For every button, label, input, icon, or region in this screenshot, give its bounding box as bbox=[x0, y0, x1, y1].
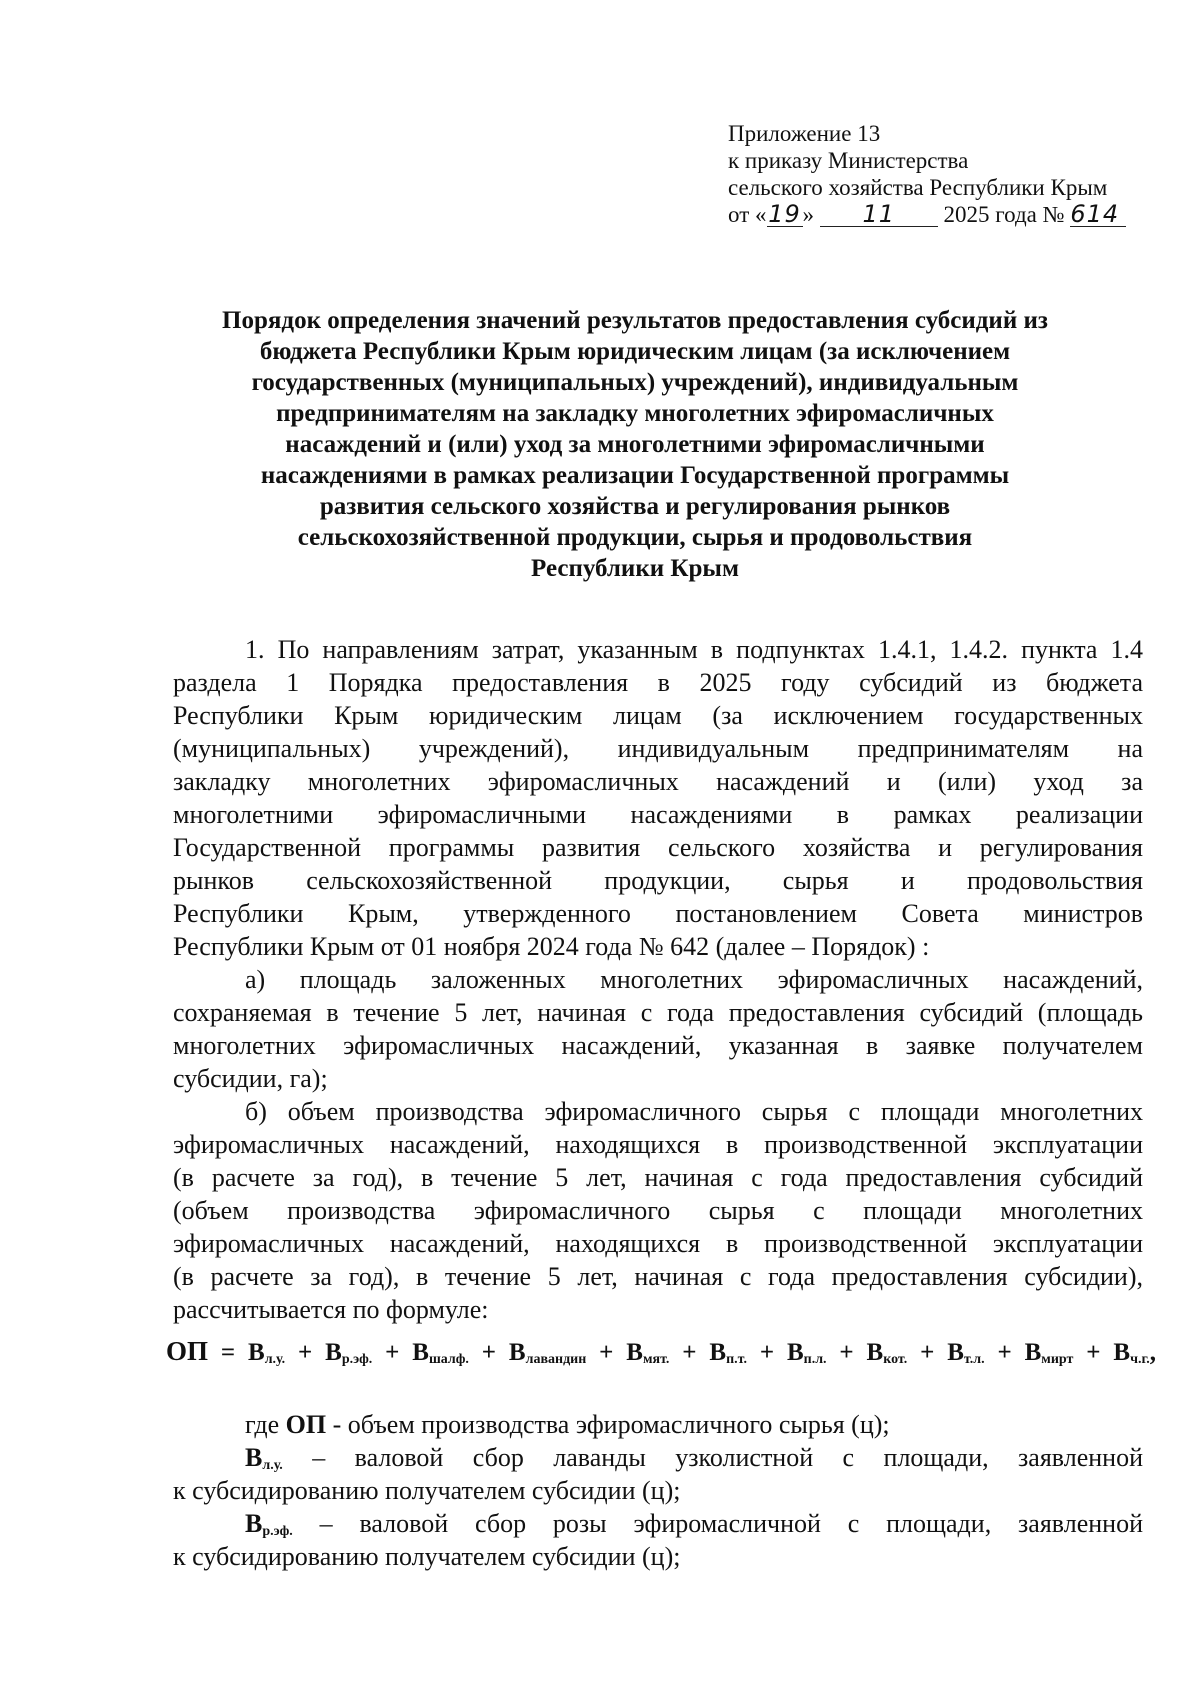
body-line: б) объем производства эфиромасличного сырья с площади многолетних bbox=[245, 1097, 1143, 1126]
body-line: сохраняемая в течение 5 лет, начиная с года предоставления субсидий (площадь bbox=[173, 998, 1143, 1027]
body-line: многолетними эфиромасличными насаждениями в рамках реализации bbox=[173, 800, 1143, 829]
date-month-field bbox=[820, 200, 938, 228]
date-year: 2025 года № bbox=[937, 202, 1071, 227]
formula-plus: + bbox=[586, 1339, 627, 1366]
body-line: рассчитывается по формуле: bbox=[173, 1295, 489, 1324]
definition-symbol: ОП bbox=[285, 1410, 327, 1439]
definition-prefix: где bbox=[245, 1410, 286, 1439]
title-line: насаждений и (или) уход за многолетними эфиромасличными bbox=[285, 431, 985, 458]
definition-var: В bbox=[245, 1443, 263, 1472]
body-line: раздела 1 Порядка предоставления в 2025 году субсидий из бюджета bbox=[173, 668, 1143, 697]
title-line: предпринимателям на закладку многолетних эфиромасличных bbox=[276, 400, 994, 427]
formula-plus: + bbox=[1073, 1339, 1114, 1366]
formula-plus: + bbox=[907, 1339, 948, 1366]
body-line: (в расчете за год), в течение 5 лет, начиная с года предоставления субсидии), bbox=[173, 1262, 1143, 1291]
formula-sub: ч.г. bbox=[1130, 1352, 1150, 1367]
body-line: (муниципальных) учреждений), индивидуальным предпринимателям на bbox=[173, 734, 1143, 763]
body-line: закладку многолетних эфиромасличных насаждений и (или) уход за bbox=[173, 767, 1143, 796]
body-line: эфиромасличных насаждений, находящихся в производственной эксплуатации bbox=[173, 1130, 1143, 1159]
formula-term bbox=[709, 1339, 747, 1366]
date-day-handwritten: 19 bbox=[768, 200, 801, 228]
formula-term bbox=[1025, 1339, 1074, 1366]
definition-ref-cont: к субсидированию получателем субсидии (ц); bbox=[173, 1542, 681, 1571]
formula-sub: р.эф. bbox=[341, 1352, 373, 1367]
appendix-date-line bbox=[728, 201, 1148, 228]
date-month-handwritten: 11 bbox=[862, 200, 896, 228]
formula-var: В bbox=[626, 1339, 643, 1366]
body-line: рынков сельскохозяйственной продукции, сырья и продовольствия bbox=[173, 866, 1143, 895]
formula-sub: т.л. bbox=[963, 1352, 985, 1367]
formula-var: В bbox=[508, 1339, 526, 1366]
formula-sub: л.у. bbox=[264, 1352, 286, 1367]
formula-plus: + bbox=[285, 1339, 326, 1366]
formula-var: В bbox=[866, 1339, 884, 1366]
formula-var: В bbox=[412, 1339, 429, 1366]
formula-sub: шалф. bbox=[428, 1352, 469, 1367]
formula-sub: мят. bbox=[642, 1352, 670, 1367]
body-line: эфиромасличных насаждений, находящихся в производственной эксплуатации bbox=[173, 1229, 1143, 1258]
appendix-ministry: сельского хозяйства Республики Крым bbox=[728, 175, 1108, 200]
formula-plus: + bbox=[372, 1339, 413, 1366]
body-line: а) площадь заложенных многолетних эфиромасличных насаждений, bbox=[245, 965, 1143, 994]
definition-lu-cont: к субсидированию получателем субсидии (ц); bbox=[173, 1476, 681, 1505]
formula-var: В bbox=[325, 1339, 342, 1366]
body-line: (объем производства эфиромасличного сырья с площади многолетних bbox=[173, 1196, 1143, 1225]
formula-term bbox=[1113, 1339, 1149, 1366]
title-line: развития сельского хозяйства и регулирования рынков bbox=[319, 493, 951, 520]
body-line: 1. По направлениям затрат, указанным в подпунктах 1.4.1, 1.4.2. пункта 1.4 bbox=[245, 635, 1143, 664]
formula-term bbox=[248, 1339, 285, 1366]
definition-text: – валовой сбор лаванды узколистной с площади, заявленной bbox=[282, 1443, 1143, 1472]
title-line: Порядок определения значений результатов предоставления субсидий из bbox=[222, 307, 1048, 334]
formula-sub: п.л. bbox=[803, 1352, 827, 1367]
formula bbox=[166, 1336, 1156, 1375]
body-line: Республики Крым юридическим лицам (за исключением государственных bbox=[173, 701, 1143, 730]
formula-plus: + bbox=[669, 1339, 710, 1366]
formula-term bbox=[787, 1339, 827, 1366]
body-line: многолетних эфиромасличных насаждений, указанная в заявке получателем bbox=[173, 1031, 1143, 1060]
definition-text: – валовой сбор розы эфиромасличной с площади, заявленной bbox=[292, 1509, 1143, 1538]
date-prefix: от « bbox=[728, 202, 767, 227]
formula-term bbox=[509, 1339, 586, 1366]
definition-op bbox=[245, 1410, 1143, 1440]
title-line: государственных (муниципальных) учреждений), индивидуальным bbox=[251, 369, 1019, 396]
definition-sub: л.у. bbox=[262, 1458, 283, 1473]
formula-lhs: ОП bbox=[166, 1336, 209, 1366]
formula-sub: мирт bbox=[1041, 1352, 1074, 1367]
formula-sub: п.т. bbox=[726, 1352, 747, 1367]
formula-plus: + bbox=[826, 1339, 867, 1366]
formula-sub: кот. bbox=[883, 1352, 908, 1367]
definition-sub: р.эф. bbox=[262, 1524, 293, 1539]
formula-var: В bbox=[1024, 1339, 1042, 1366]
date-day-field bbox=[767, 200, 803, 228]
formula-sub: лавандин bbox=[525, 1352, 587, 1367]
document-title bbox=[170, 305, 1100, 584]
order-number-handwritten: 614 bbox=[1070, 200, 1120, 228]
formula-var: В bbox=[786, 1339, 804, 1366]
formula-plus: + bbox=[468, 1339, 509, 1366]
order-number-field bbox=[1070, 200, 1126, 228]
title-line: насаждениями в рамках реализации Государственной программы bbox=[260, 462, 1010, 489]
formula-term bbox=[947, 1339, 984, 1366]
title-line: Республики Крым bbox=[531, 555, 739, 582]
body-line: Республики Крым от 01 ноября 2024 года № 642 (далее – Порядок) : bbox=[173, 932, 930, 961]
formula-term bbox=[325, 1339, 372, 1366]
title-line: бюджета Республики Крым юридическим лицам (за исключением bbox=[259, 338, 1011, 365]
formula-var: В bbox=[248, 1339, 265, 1366]
formula-eq: = bbox=[208, 1339, 248, 1366]
formula-var: В bbox=[1113, 1339, 1131, 1366]
definition-var: В bbox=[245, 1509, 263, 1538]
formula-var: В bbox=[947, 1339, 964, 1366]
formula-term bbox=[412, 1339, 469, 1366]
formula-term bbox=[867, 1339, 908, 1366]
formula-plus: + bbox=[984, 1339, 1025, 1366]
body-line: (в расчете за год), в течение 5 лет, начиная с года предоставления субсидий bbox=[173, 1163, 1143, 1192]
appendix-header bbox=[728, 120, 1148, 228]
body-line: субсидии, га); bbox=[173, 1064, 328, 1093]
formula-comma: , bbox=[1149, 1339, 1156, 1366]
title-line: сельскохозяйственной продукции, сырья и продовольствия bbox=[297, 524, 973, 551]
formula-term bbox=[626, 1339, 669, 1366]
appendix-order-ref: к приказу Министерства bbox=[728, 148, 969, 173]
formula-plus: + bbox=[746, 1339, 787, 1366]
definition-text: - объем производства эфиромасличного сырья (ц); bbox=[326, 1410, 890, 1439]
formula-var: В bbox=[709, 1339, 727, 1366]
appendix-number: Приложение 13 bbox=[728, 121, 881, 146]
body-line: Государственной программы развития сельского хозяйства и регулирования bbox=[173, 833, 1143, 862]
date-mid: » bbox=[802, 202, 820, 227]
body-line: Республики Крым, утвержденного постановлением Совета министров bbox=[173, 899, 1143, 928]
